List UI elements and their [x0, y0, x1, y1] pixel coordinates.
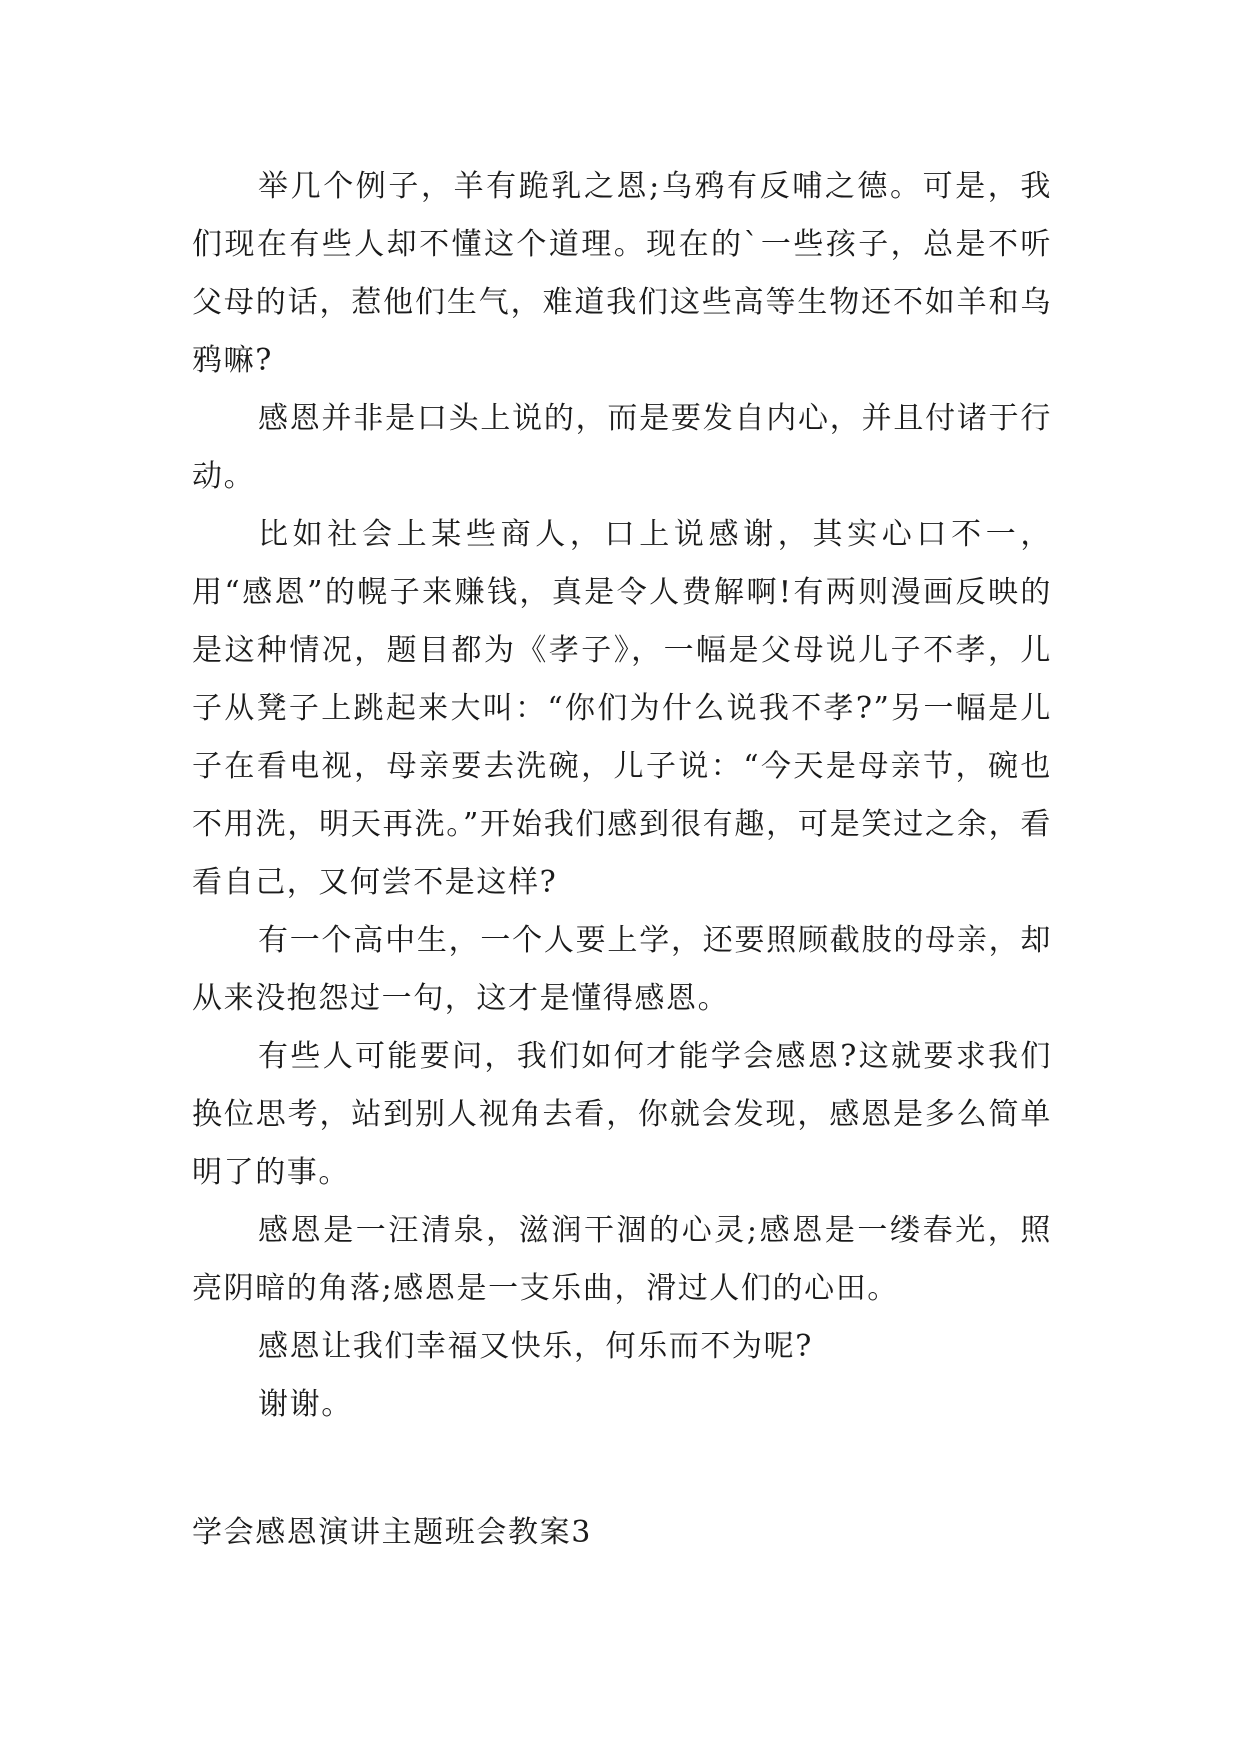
paragraph-6: 感恩是一汪清泉，滋润干涸的心灵;感恩是一缕春光，照亮阴暗的角落;感恩是一支乐曲，滑过人们的心田。	[192, 1213, 1052, 1306]
paragraph-5: 有些人可能要问，我们如何才能学会感恩?这就要求我们换位思考，站到别人视角去看，你就会发现，感恩是多么简单明了的事。	[192, 1039, 1052, 1190]
paragraph-1: 举几个例子，羊有跪乳之恩;乌鸦有反哺之德。可是，我们现在有些人却不懂这个道理。现在的`一些孩子，总是不听父母的话，惹他们生气，难道我们这些高等生物还不如羊和乌鸦嘛?	[192, 169, 1052, 378]
document-body	[192, 158, 1052, 1434]
paragraph-2: 感恩并非是口头上说的，而是要发自内心，并且付诸于行动。	[192, 401, 1052, 494]
paragraph-8: 谢谢。	[258, 1387, 353, 1422]
paragraph-7: 感恩让我们幸福又快乐，何乐而不为呢?	[258, 1329, 813, 1364]
paragraph-4: 有一个高中生，一个人要上学，还要照顾截肢的母亲，却从来没抱怨过一句，这才是懂得感恩。	[192, 923, 1052, 1016]
section-heading: 学会感恩演讲主题班会教案3	[192, 1515, 592, 1550]
paragraph-3: 比如社会上某些商人，口上说感谢，其实心口不一，用“感恩”的幌子来赚钱，真是令人费解啊!有两则漫画反映的是这种情况，题目都为《孝子》，一幅是父母说儿子不孝，儿子从凳子上跳起来大叫：“你们为什么说我不孝?”另一幅是儿子在看电视，母亲要去洗碗，儿子说：“今天是母亲节，碗也不用洗，明天再洗。”开始我们感到很有趣，可是笑过之余，看看自己，又何尝不是这样?	[192, 517, 1052, 900]
